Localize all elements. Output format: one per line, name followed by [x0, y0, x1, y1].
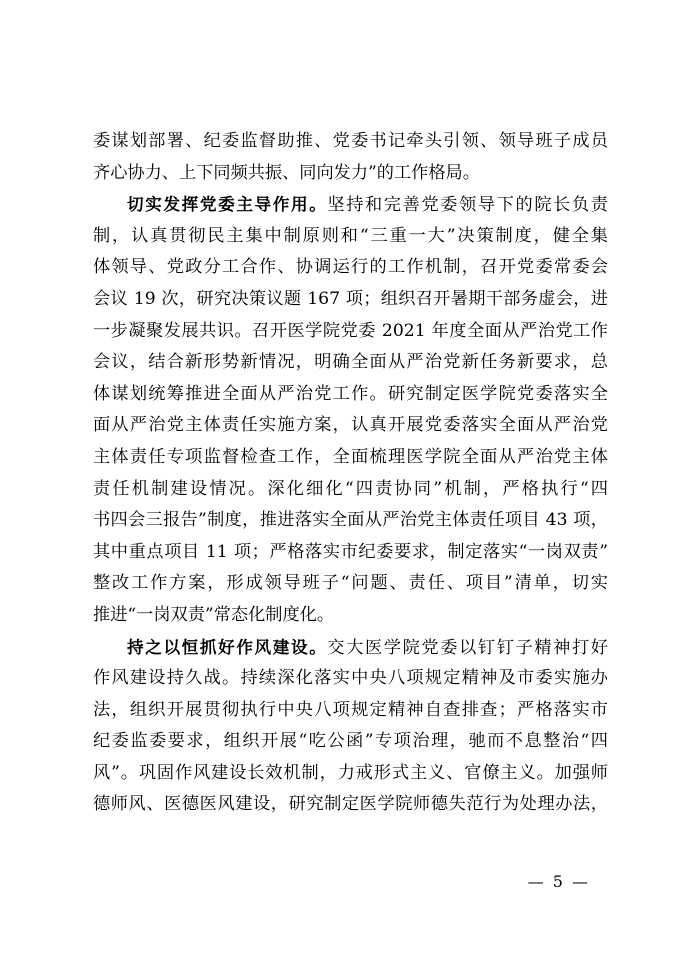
text-line: 推进“一岗双责”常态化制度化。 [93, 604, 335, 625]
text-line: 书四会三报告”制度，推进落实全面从严治党主体责任项目 43 项， [93, 510, 608, 531]
text-line: 会议，结合新形势新情况，明确全面从严治党新任务新要求，总 [93, 352, 608, 373]
text-line: 其中重点项目 11 项；严格落实市纪委要求，制定落实“一岗双责” [93, 541, 608, 562]
text-line: 主体责任专项监督检查工作，全面梳理医学院全面从严治党主体 [93, 446, 608, 467]
body-text [93, 126, 608, 821]
text-line: 制，认真贯彻民主集中制原则和“三重一大”决策制度，健全集 [93, 225, 608, 246]
text-line: 会议 19 次，研究决策议题 167 项；组织召开暑期干部务虚会，进 [93, 288, 608, 309]
text-line: 作风建设持久战。持续深化落实中央八项规定精神及市委实施办 [93, 668, 608, 689]
text-line: 委谋划部署、纪委监督助推、党委书记牵头引领、领导班子成员 [93, 131, 608, 151]
text-line: 面从严治党主体责任实施方案，认真开展党委落实全面从严治党 [93, 415, 608, 436]
text-line: 风”。巩固作风建设长效机制，力戒形式主义、官僚主义。加强师 [93, 762, 608, 783]
paragraph-first-line [93, 189, 608, 221]
paragraph-first-line [93, 632, 608, 664]
text-span: 坚持和完善党委领导下的院长负责 [327, 195, 608, 216]
page-number: — 5 — [527, 872, 590, 891]
section-heading: 持之以恒抓好作风建设。 [127, 637, 328, 657]
text-line: 整改工作方案，形成领导班子“问题、责任、项目”清单，切实 [93, 573, 608, 594]
text-line: 责任机制建设情况。深化细化“四责协同”机制，严格执行“四 [93, 478, 608, 499]
section-heading: 切实发挥党委主导作用。 [127, 195, 328, 215]
text-line: 一步凝聚发展共识。召开医学院党委 2021 年度全面从严治党工作 [93, 320, 608, 341]
text-span: 交大医学院党委以钉钉子精神打好 [327, 637, 608, 658]
text-line: 纪委监委要求，组织开展“吃公函”专项治理，驰而不息整治“四 [93, 731, 608, 752]
text-line: 体领导、党政分工合作、协调运行的工作机制，召开党委常委会 [93, 257, 608, 278]
text-line: 体谋划统筹推进全面从严治党工作。研究制定医学院党委落实全 [93, 383, 608, 404]
text-line: 德师风、医德医风建设，研究制定医学院师德失范行为处理办法， [93, 794, 608, 815]
text-line: 齐心协力、上下同频共振、同向发力”的工作格局。 [93, 162, 480, 183]
text-line: 法，组织开展贯彻执行中央八项规定精神自查排查；严格落实市 [93, 699, 608, 720]
